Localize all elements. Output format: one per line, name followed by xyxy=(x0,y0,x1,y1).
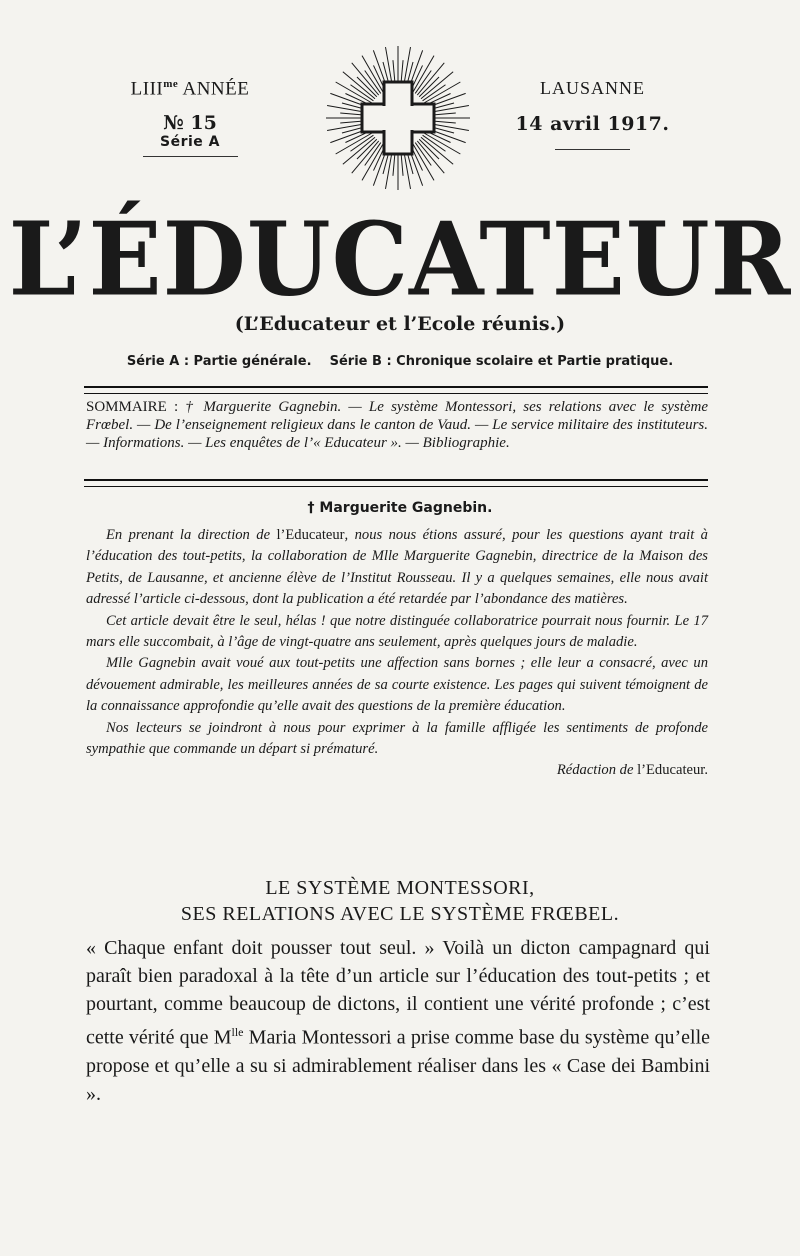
issue-number: № 15 xyxy=(163,112,217,135)
obituary-heading: † Marguerite Gagnebin. xyxy=(307,500,493,516)
year-of-publication: $LIII^{me}$ ANNÉE xyxy=(130,78,250,100)
series-description: Série A : Partie générale. Série B : Chronique scolaire et Partie pratique. xyxy=(126,354,674,369)
divider xyxy=(143,156,238,157)
double-rule-top xyxy=(84,386,708,394)
article-title: LE SYSTÈME MONTESSORI, SES RELATIONS AVEC LE SYSTÈME FRŒBEL. xyxy=(180,877,620,925)
toc-label: SOMMAIRE : xyxy=(86,399,179,415)
article-body xyxy=(86,934,710,1108)
double-rule-bottom xyxy=(84,479,708,487)
issue-date: 14 avril 1917. xyxy=(515,113,670,135)
city: LAUSANNE xyxy=(540,78,645,98)
series-label: Série A xyxy=(160,134,220,151)
table-of-contents xyxy=(86,398,708,452)
obituary-text xyxy=(86,525,708,782)
divider xyxy=(555,149,630,150)
paragraph: Mlle Gagnebin avait voué aux tout-petits une affection sans bornes ; elle leur a consacré, avec un dévouement admirable, les meilleures années de sa courte existence. Les pages qui suivent témoignent de la connaissance approfondie qu’elle avait des questions de la première éducation. xyxy=(86,655,708,715)
journal-title: L’ÉDUCATEUR xyxy=(8,200,792,319)
issue-info xyxy=(100,78,280,157)
place-and-date xyxy=(500,78,685,150)
paragraph: Cet article devait être le seul, hélas ! que notre distinguée collaboratrice pourrait nous fournir. Le 17 mars elle succombait, à l’âge de vingt-quatre ans seulement, après quelques jours de maladie. xyxy=(86,612,708,651)
toc-text: † Marguerite Gagnebin. — Le système Montessori, ses relations avec le système Frœbel. — De l’enseignement religieux dans le canton de Vaud. — Le service militaire des instituteurs. — Informations. — Les enquêtes de l’« Educateur ». — Bibliographie. xyxy=(86,399,709,451)
journal-subtitle: (L’Educateur et l’Ecole réunis.) xyxy=(234,313,566,335)
swiss-cross-sunburst-icon xyxy=(318,44,478,194)
paragraph: En prenant la direction de l’Educateur, nous nous étions assuré, pour les questions ayant trait à l’éducation des tout-petits, la collaboration de Mlle Marguerite Gagnebin, directrice de la Maison des Petits, de Lausanne, et ancienne élève de l’Institut Rousseau. Il y a quelques semaines, elle nous avait adressé l’article ci-dessous, dont la publication a été retardée par l’abondance des matières. xyxy=(86,527,708,608)
paragraph: Nos lecteurs se joindront à nous pour exprimer à la famille affligée les sentiments de profonde sympathie que commande un départ si prématuré. xyxy=(86,719,708,758)
paragraph: « Chaque enfant doit pousser tout seul. » Voilà un dicton campagnard qui paraît bien paradoxal à la tête d’un article sur l’éducation des tout-petits ; et pourtant, comme beaucoup de dictons, il contient une vérité profonde ; c’est cette vérité que $M^{lle}$ Maria Montessori a prise comme base du système qu’elle propose et qu’elle a su si admirablement réaliser dans les « Case dei Bambini ». xyxy=(86,937,710,1105)
signature: Rédaction de l’Educateur. xyxy=(556,762,708,779)
